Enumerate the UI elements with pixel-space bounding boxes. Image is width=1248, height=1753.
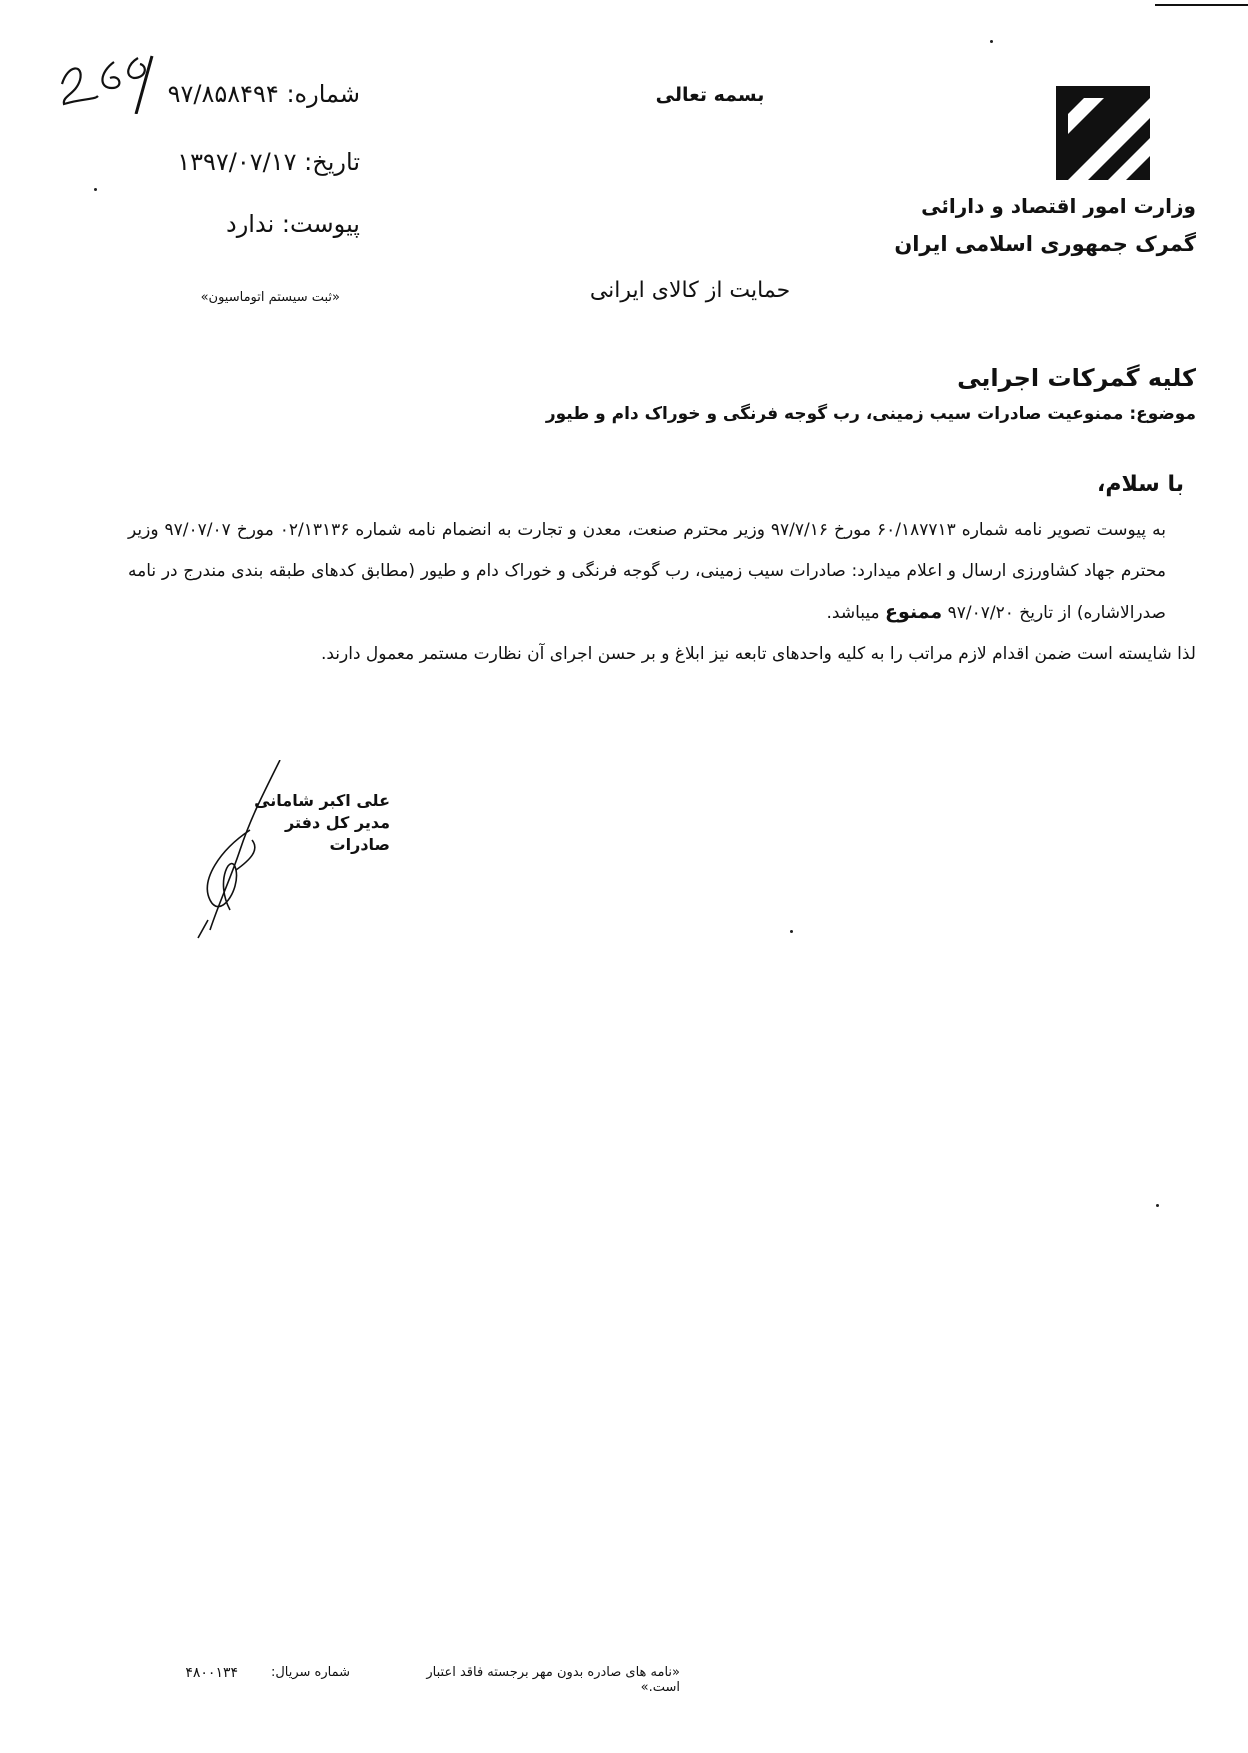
date-value: ۱۳۹۷/۰۷/۱۷: [177, 148, 297, 176]
scan-speck: [1156, 1204, 1159, 1207]
system-note: «ثبت سیستم اتوماسیون»: [200, 290, 340, 305]
scan-speck: [94, 188, 97, 191]
customs-logo-icon: [1048, 78, 1158, 188]
greeting: با سلام،: [1096, 472, 1184, 497]
serial-value: ۴۸۰۰۱۳۴: [185, 1665, 238, 1681]
paragraph-1: [128, 510, 1196, 634]
organization-name: گمرک جمهوری اسلامی ایران: [894, 232, 1196, 256]
banned-word: ممنوع: [885, 601, 943, 623]
serial-label: شماره سریال:: [270, 1665, 350, 1680]
paragraph-1-end: میباشد.: [826, 603, 880, 623]
signer-name: علی اکبر شامانی: [254, 791, 390, 810]
footer-note: «نامه های صادره بدون مهر برجسته فاقد اعتبار است.»: [426, 1665, 680, 1695]
letter-date-row: [128, 150, 360, 174]
subject-label: موضوع:: [1129, 404, 1196, 424]
signer-title: مدیر کل دفتر صادرات: [284, 813, 390, 854]
ministry-name: وزارت امور اقتصاد و دارائی: [921, 194, 1196, 218]
subject-line: [546, 404, 1196, 424]
paragraph-2: لذا شایسته است ضمن اقدام لازم مراتب را به کلیه واحدهای تابعه نیز ابلاغ و بر حسن اجرای آن نظارت مستمر معمول دارند.: [320, 644, 1196, 664]
subject-value: ممنوعیت صادرات سیب زمینی، رب گوجه فرنگی و خوراک دام و طیور: [545, 404, 1124, 424]
scan-speck: [790, 930, 793, 933]
number-label: شماره:: [286, 80, 360, 108]
attachment-label: پیوست:: [281, 210, 360, 238]
letter-body: [128, 510, 1196, 675]
paragraph-1-text: به پیوست تصویر نامه شماره ۶۰/۱۸۷۷۱۳ مورخ ۹۷/۷/۱۶ وزیر محترم صنعت، معدن و تجارت به انضمام نامه شماره ۰۲/۱۳۱۳۶ مورخ ۹۷/۰۷/۰۷ وزیر محترم جهاد کشاورزی ارسال و اعلام میدارد: صادرات سیب زمینی، رب گوجه فرنگی و خوراک دام و طیور (مطابق کدهای طبقه بندی مندرج در نامه صدرالاشاره) از تاریخ ۹۷/۰۷/۲۰: [128, 520, 1166, 623]
recipient: کلیه گمرکات اجرایی: [957, 364, 1196, 392]
signer-block: [235, 790, 390, 856]
letter-number-row: [128, 82, 360, 106]
scan-speck: [990, 40, 993, 43]
attachment-row: [128, 212, 360, 236]
top-edge-line: [1155, 4, 1248, 6]
slogan: حمایت از کالای ایرانی: [589, 278, 791, 303]
date-label: تاریخ:: [304, 148, 360, 176]
number-value: ۹۷/۸۵۸۴۹۴: [167, 80, 279, 108]
attachment-value: ندارد: [226, 210, 275, 238]
bismillah-heading: بسمه تعالی: [655, 84, 765, 106]
